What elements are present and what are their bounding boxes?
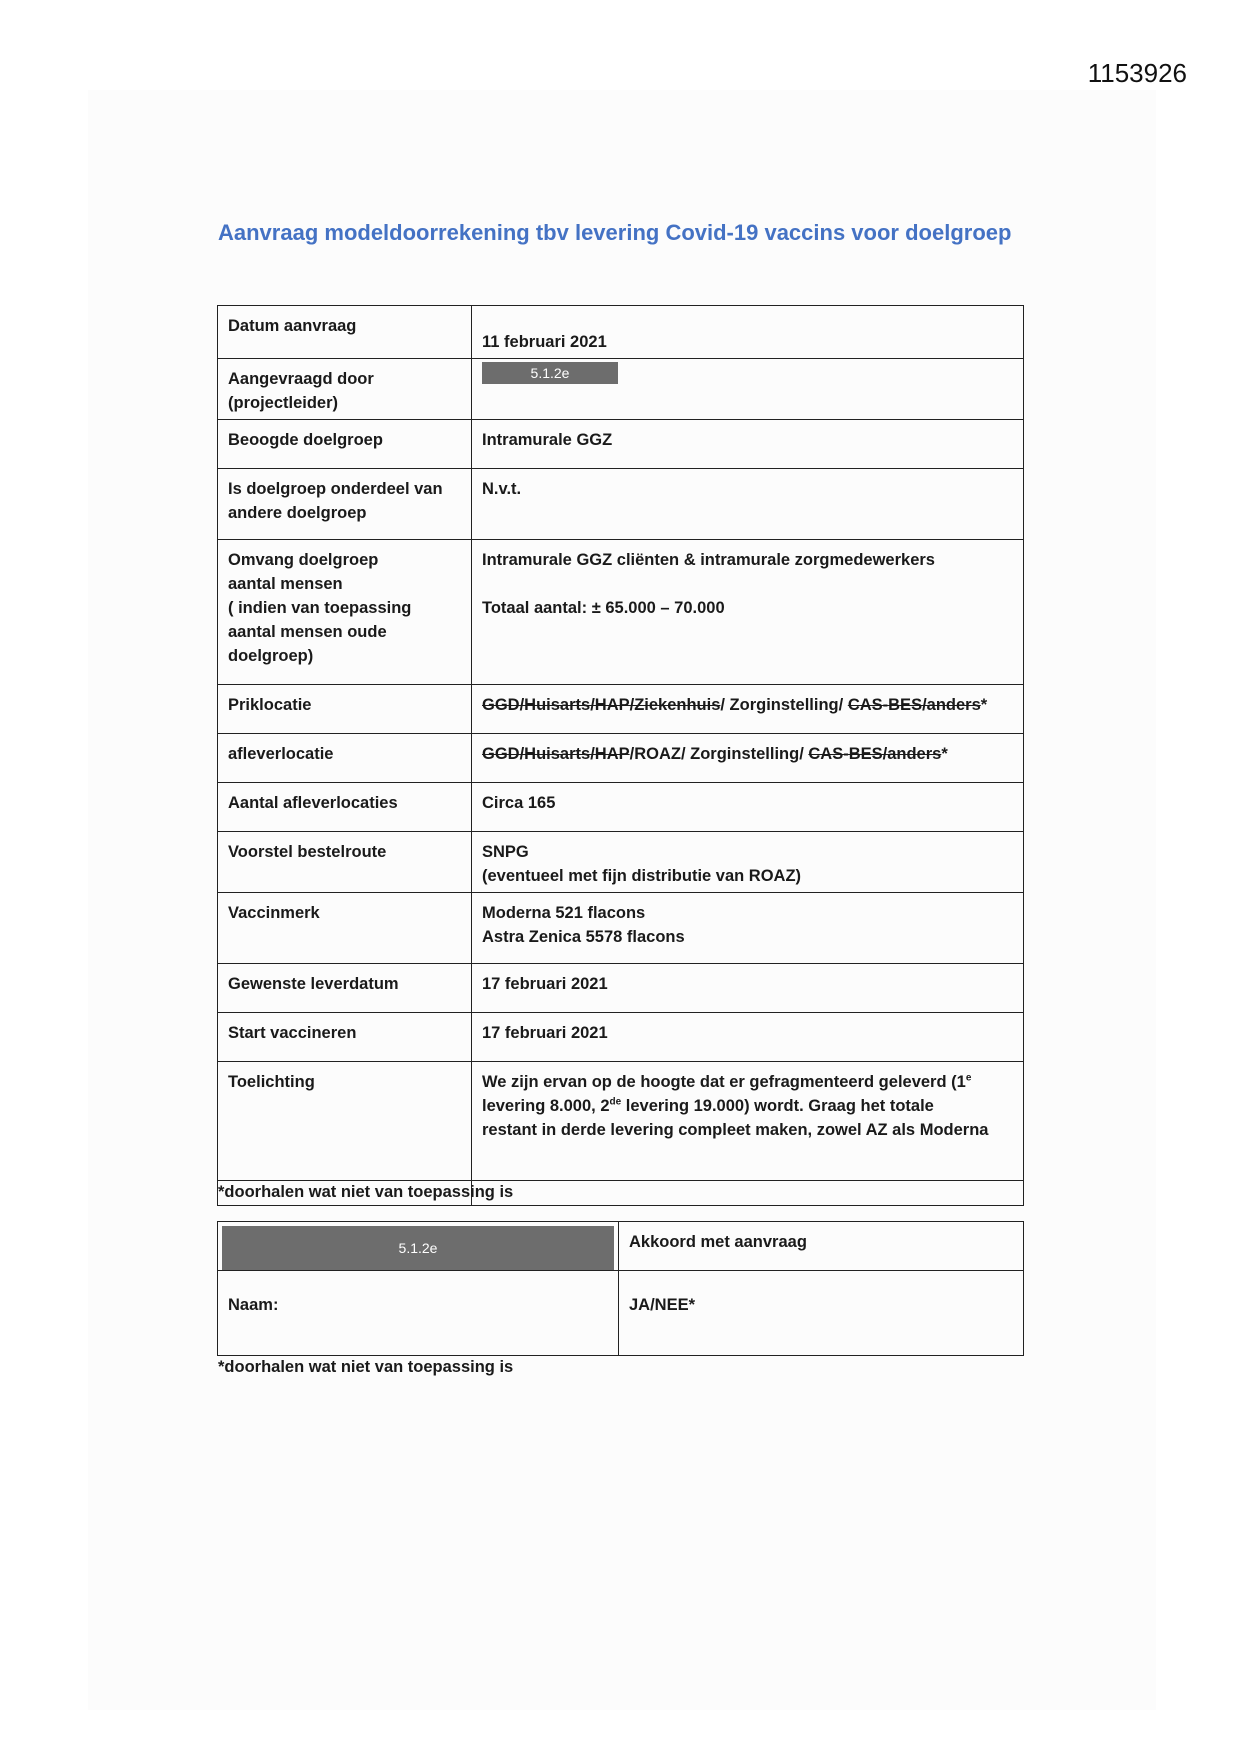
table-row xyxy=(218,306,1024,359)
row-label-onderdeel xyxy=(218,469,472,540)
approval-redaction-cell xyxy=(218,1222,619,1271)
row-label-leverdatum: Gewenste leverdatum xyxy=(218,964,472,1013)
row-label-start: Start vaccineren xyxy=(218,1013,472,1062)
label-line: doelgroep) xyxy=(228,647,314,665)
label-line: Omvang doelgroep xyxy=(228,551,379,569)
akkoord-label: Akkoord met aanvraag xyxy=(619,1222,1024,1271)
row-value-afleverlocatie xyxy=(472,734,1024,783)
value-line: Intramurale GGZ cliënten & intramurale zorgmedewerkers xyxy=(482,551,935,569)
table-row xyxy=(218,1013,1024,1062)
value-line: SNPG xyxy=(482,843,529,861)
row-value-vaccinmerk xyxy=(472,893,1024,964)
empty-cell xyxy=(472,1181,1024,1206)
row-label-toelichting: Toelichting xyxy=(218,1062,472,1181)
table-row xyxy=(218,469,1024,540)
table-row xyxy=(218,783,1024,832)
table-row xyxy=(218,893,1024,964)
superscript: e xyxy=(965,1072,972,1084)
label-line: aantal mensen oude xyxy=(228,623,387,641)
row-value-doelgroep: Intramurale GGZ xyxy=(472,420,1024,469)
struck-text: GGD/Huisarts/HAP xyxy=(482,745,630,763)
approval-table xyxy=(217,1221,1024,1356)
footnote: *doorhalen wat niet van toepassing is xyxy=(218,1183,514,1201)
row-value-priklocatie xyxy=(472,685,1024,734)
struck-text: CAS-BES/anders xyxy=(847,696,981,714)
request-table xyxy=(217,305,1024,1206)
row-value-onderdeel: N.v.t. xyxy=(472,469,1024,540)
page-title: Aanvraag modeldoorrekening tbv levering Covid-19 vaccins voor doelgroep xyxy=(218,220,1012,245)
label-line: Aangevraagd door xyxy=(228,370,374,388)
value-text: /ROAZ/ Zorginstelling/ xyxy=(629,745,809,763)
row-label-aantal: Aantal afleverlocaties xyxy=(218,783,472,832)
label-line: Is doelgroep onderdeel van xyxy=(228,480,443,498)
label-line: aantal mensen xyxy=(228,575,343,593)
row-label-vaccinmerk: Vaccinmerk xyxy=(218,893,472,964)
row-value-datum: 11 februari 2021 xyxy=(472,306,1024,359)
table-row xyxy=(218,964,1024,1013)
redaction-block: 5.1.2e xyxy=(222,1226,614,1270)
ja-nee-value: JA/NEE* xyxy=(619,1271,1024,1356)
row-value-omvang xyxy=(472,540,1024,685)
row-label-priklocatie: Priklocatie xyxy=(218,685,472,734)
table-row xyxy=(218,1062,1024,1181)
asterisk: * xyxy=(980,696,988,714)
asterisk: * xyxy=(941,745,948,763)
struck-text: GGD/Huisarts/HAP/Ziekenhuis xyxy=(482,696,721,714)
row-label-datum: Datum aanvraag xyxy=(218,306,472,359)
table-row xyxy=(218,359,1024,420)
redaction-block: 5.1.2e xyxy=(482,362,618,384)
footnote: *doorhalen wat niet van toepassing is xyxy=(218,1358,514,1376)
value-line: Totaal aantal: ± 65.000 – 70.000 xyxy=(482,599,725,617)
table-row xyxy=(218,1271,1024,1356)
row-value-start: 17 februari 2021 xyxy=(472,1013,1024,1062)
row-value-aangevraagd xyxy=(472,359,1024,420)
row-value-aantal: Circa 165 xyxy=(472,783,1024,832)
row-value-toelichting xyxy=(472,1062,1024,1181)
row-label-afleverlocatie: afleverlocatie xyxy=(218,734,472,783)
row-value-bestelroute xyxy=(472,832,1024,893)
value-text: levering 8.000, 2 xyxy=(482,1097,610,1115)
table-row xyxy=(218,734,1024,783)
value-line: Moderna 521 flacons xyxy=(482,904,646,922)
row-label-doelgroep: Beoogde doelgroep xyxy=(218,420,472,469)
value-line: (eventueel met fijn distributie van ROAZ) xyxy=(482,867,802,885)
table-row xyxy=(218,832,1024,893)
row-label-aangevraagd xyxy=(218,359,472,420)
label-line: andere doelgroep xyxy=(228,504,367,522)
table-row xyxy=(218,685,1024,734)
label-line: ( indien van toepassing xyxy=(228,599,412,617)
struck-text: CAS-BES/anders xyxy=(808,745,942,763)
table-row xyxy=(218,1222,1024,1271)
label-line: (projectleider) xyxy=(228,394,339,412)
row-value-leverdatum: 17 februari 2021 xyxy=(472,964,1024,1013)
table-row xyxy=(218,420,1024,469)
value-text: levering 19.000) wordt. Graag het totale xyxy=(621,1097,934,1115)
table-row xyxy=(218,540,1024,685)
value-text: / Zorginstelling/ xyxy=(720,696,848,714)
naam-label: Naam: xyxy=(218,1271,619,1356)
document-number: 1153926 xyxy=(1087,58,1187,88)
row-label-bestelroute: Voorstel bestelroute xyxy=(218,832,472,893)
row-label-omvang xyxy=(218,540,472,685)
value-text: restant in derde levering compleet maken, zowel AZ als Moderna xyxy=(482,1121,989,1139)
value-line: Astra Zenica 5578 flacons xyxy=(482,928,685,946)
value-text: We zijn ervan op de hoogte dat er gefragmenteerd geleverd (1 xyxy=(482,1073,966,1091)
superscript: de xyxy=(609,1096,622,1108)
